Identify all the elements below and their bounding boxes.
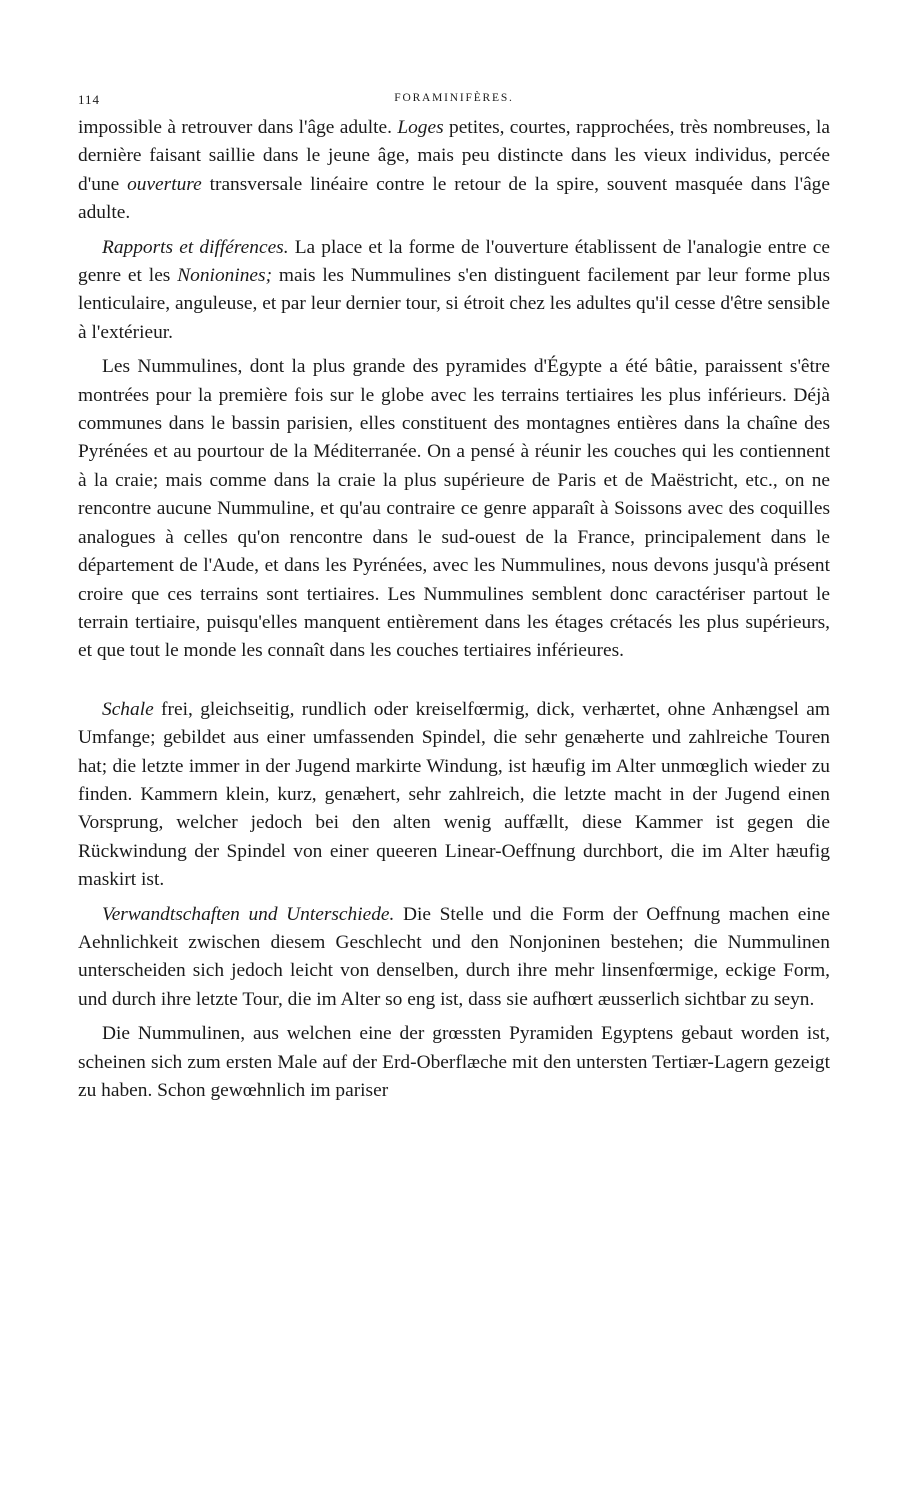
text-run: impossible à retrouver dans l'âge adulte.	[78, 117, 398, 138]
text-run: mais les Nummulines s'en distinguent facilement par leur forme plus lenticulaire, anguleuse, et par leur dernier tour, si étroit chez les adultes qu'il cesse d'être sensible à l'extérieur.	[78, 265, 831, 343]
french-paragraph-1	[78, 114, 830, 228]
italic-heading: Verwandtschaften und Unterschiede.	[102, 903, 395, 925]
text-run: frei, gleichseitig, rundlich oder kreiselfœrmig, dick, verhærtet, ohne Anhængsel am Umfange; gebildet aus einer umfassenden Spindel, die sehr genæherte und zahlreiche Touren hat; die letzte immer in der Jugend markirte Windung, ist hæufig im Alter unmœglich wieder zu finden. Kammern klein, kurz, genæhert, sehr zahlreich, die letzte macht in der Jugend einen Vorsprung, welcher jedoch bei den alten wenig auffællt, diese Kammer ist gegen die Rückwindung der Spindel von einer queeren Linear-Oeffnung durchbort, die im Alter hæufig maskirt ist.	[78, 698, 830, 891]
french-paragraph-2	[78, 234, 830, 348]
text-run: transversale linéaire contre le retour de la spire, souvent masquée dans l'âge adulte.	[78, 173, 830, 224]
french-section	[78, 114, 830, 666]
italic-heading: Rapports et différences.	[102, 236, 289, 258]
italic-term: Schale	[102, 698, 154, 720]
page-number: 114	[78, 92, 101, 107]
running-head: FORAMINIFÈRES.	[394, 92, 514, 104]
page	[78, 88, 830, 1105]
text-run: La place et la forme de l'ouverture établissent de l'analogie entre ce genre et les	[78, 236, 830, 287]
german-section	[78, 696, 830, 1106]
italic-term: ouverture	[127, 173, 202, 195]
italic-term: Loges	[397, 117, 444, 138]
text-run: petites, courtes, rapprochées, très nombreuses, la dernière faisant saillie dans le jeune âge, mais peu distincte dans les vieux individus, percée d'une	[78, 117, 831, 195]
page-header	[78, 88, 830, 114]
italic-term: Nonionines;	[177, 265, 273, 287]
german-paragraph-1	[78, 696, 830, 895]
french-paragraph-3: Les Nummulines, dont la plus grande des pyramides d'Égypte a été bâtie, paraissent s'être montrées pour la première fois sur le globe avec les terrains tertiaires les plus inférieurs. Déjà communes dans le bassin parisien, elles constituent des montagnes entières dans la chaîne des Pyrénées et au pourtour de la Méditerranée. On a pensé à réunir les couches qui les contiennent à la craie; mais comme dans la craie la plus supérieure de Paris et de Maëstricht, etc., on ne rencontre aucune Nummuline, et qu'au contraire ce genre apparaît à Soissons avec des coquilles analogues à celles qu'on rencontre dans le sud-ouest de la France, principalement dans le département de l'Aude, et dans les Pyrénées, avec les Nummulines, nous devons jusqu'à présent croire que ces terrains sont tertiaires. Les Nummulines semblent donc caractériser partout le terrain tertiaire, puisqu'elles manquent entièrement dans les étages crétacés les plus supérieurs, et que tout le monde les connaît dans les couches tertiaires inférieures.	[78, 356, 830, 662]
german-paragraph-2	[78, 901, 830, 1015]
section-gap	[78, 666, 830, 696]
text-run: Die Stelle und die Form der Oeffnung machen eine Aehnlichkeit zwischen diesem Geschlecht und den Nonjoninen bestehen; die Nummulinen unterscheiden sich jedoch leicht von denselben, durch ihre mehr linsenfœrmige, eckige Form, und durch ihre letzte Tour, die im Alter so eng ist, dass sie aufhœrt æusserlich sichtbar zu seyn.	[78, 903, 830, 1010]
german-paragraph-3: Die Nummulinen, aus welchen eine der grœssten Pyramiden Egyptens gebaut worden ist, scheinen sich zum ersten Male auf der Erd-Oberflæche mit den untersten Tertiær-Lagern gezeigt zu haben. Schon gewœhnlich im pariser	[78, 1023, 830, 1101]
